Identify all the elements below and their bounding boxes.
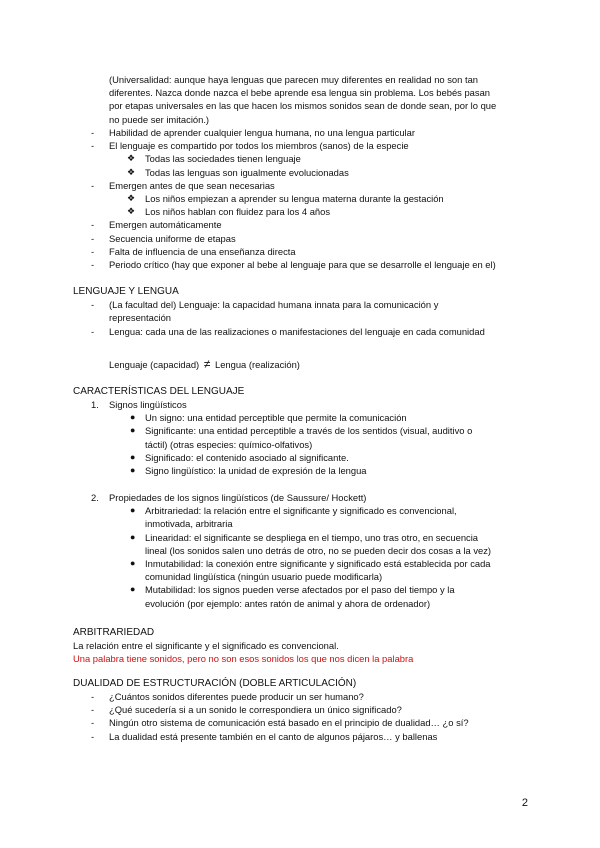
list-item-text: Periodo crítico (hay que exponer al bebe al lenguaje para que se desarrolle el lenguaje en el) xyxy=(109,259,496,271)
dualidad-list xyxy=(91,690,469,743)
dash-bullet-icon: - xyxy=(91,717,95,729)
list-item-text: Lengua: cada una de las realizaciones o manifestaciones del lenguaje en cada comunidad xyxy=(109,326,485,338)
sub-list-item xyxy=(91,411,472,424)
list-item-text: El lenguaje es compartido por todos los miembros (sanos) de la especie xyxy=(109,140,409,152)
list-item xyxy=(91,232,541,245)
list-item xyxy=(91,218,541,231)
list-item xyxy=(91,716,469,729)
diamond-bullet-icon: ❖ xyxy=(127,166,136,177)
not-equal-icon: ≠ xyxy=(203,357,211,371)
sub-list-item-text: Todas las sociedades tienen lenguaje xyxy=(145,153,301,165)
list-item-text: Emergen automáticamente xyxy=(109,219,222,231)
sub-list-item xyxy=(91,557,491,583)
sub-list-item xyxy=(91,205,541,218)
dash-bullet-icon: - xyxy=(91,140,95,152)
text-line: por etapas universales en las que hacen los mismos sonidos sean de donde sean, por lo que xyxy=(109,100,497,112)
features-list xyxy=(91,126,541,271)
formula-left: Lenguaje (capacidad) xyxy=(109,359,200,370)
list-item-text: ¿Cuántos sonidos diferentes puede producir un ser humano? xyxy=(109,691,364,702)
lenguaje-lengua-formula xyxy=(109,358,600,371)
dot-bullet-icon: ● xyxy=(130,451,136,462)
highlighted-text-line: Una palabra tiene sonidos, pero no son esos sonidos los que nos dicen la palabra xyxy=(73,653,414,665)
section-heading-lenguaje-y-lengua: LENGUAJE Y LENGUA xyxy=(73,286,179,297)
sub-list-item xyxy=(91,166,541,179)
list-item xyxy=(91,298,485,324)
page-number: 2 xyxy=(521,797,528,809)
dot-bullet-icon: ● xyxy=(130,584,136,595)
dash-bullet-icon: - xyxy=(91,259,95,271)
sub-list-item-text: lineal (los sonidos salen uno detrás de otro, no se pueden decir dos cosas a la vez) xyxy=(145,544,492,556)
list-item xyxy=(91,325,485,338)
section-heading-caracteristicas: CARACTERÍSTICAS DEL LENGUAJE xyxy=(73,386,245,397)
dash-bullet-icon: - xyxy=(91,730,95,742)
dash-bullet-icon: - xyxy=(91,127,95,138)
text-line: diferentes. Nazca donde nazca el bebe aprende esa lengua sin problema. Los bebés pasan xyxy=(109,87,490,99)
dash-bullet-icon: - xyxy=(91,179,95,191)
list-item-text: Ningún otro sistema de comunicación está basado en el principio de dualidad… ¿o sí? xyxy=(109,717,469,729)
sub-list-item-text: Arbitrariedad: la relación entre el significante y significado es convencional, xyxy=(145,505,457,517)
numbered-item xyxy=(91,491,491,504)
section-heading-arbitrariedad: ARBITRARIEDAD xyxy=(73,627,155,638)
text-line: La relación entre el significante y el significado es convencional. xyxy=(73,640,339,651)
item-number: 1. xyxy=(91,399,99,410)
list-item-text: Falta de influencia de una enseñanza directa xyxy=(109,245,296,257)
list-item-text: Emergen antes de que sean necesarias xyxy=(109,179,275,191)
diamond-bullet-icon: ❖ xyxy=(127,153,136,164)
sub-list-item-text: Linearidad: el significante se despliega en el tiempo, uno tras otro, en secuencia xyxy=(145,531,479,543)
dot-bullet-icon: ● xyxy=(130,412,136,423)
dot-bullet-icon: ● xyxy=(130,531,136,542)
dash-bullet-icon: - xyxy=(91,219,95,231)
diamond-bullet-icon: ❖ xyxy=(127,206,136,217)
list-item-text: ¿Qué sucedería si a un sonido le correspondiera un único significado? xyxy=(109,704,402,716)
sub-list-item xyxy=(91,451,472,464)
dash-bullet-icon: - xyxy=(91,232,95,244)
formula-right: Lengua (realización) xyxy=(214,359,300,370)
sub-list-item-text: Mutabilidad: los signos pueden verse afectados por el paso del tiempo y la xyxy=(145,584,455,596)
list-item xyxy=(91,730,469,743)
text-line: no puede ser imitación.) xyxy=(109,113,210,125)
list-item xyxy=(91,703,469,716)
list-item-text: (La facultad del) Lenguaje: la capacidad humana innata para la comunicación y xyxy=(109,299,439,310)
list-item xyxy=(91,139,541,152)
sub-list-item-text: Inmutabilidad: la conexión entre significante y significado está establecida por cada xyxy=(145,558,491,570)
sub-list-item-text: evolución (por ejemplo: antes ratón de animal y ahora de ordenador) xyxy=(145,597,431,609)
list-item xyxy=(91,126,541,139)
list-item xyxy=(91,258,541,271)
sub-list-item xyxy=(91,424,472,450)
sub-list-item xyxy=(91,152,541,165)
sub-list-item-text: Signo lingüístico: la unidad de expresión de la lengua xyxy=(145,465,367,477)
dot-bullet-icon: ● xyxy=(130,465,136,476)
dash-bullet-icon: - xyxy=(91,326,95,338)
diamond-bullet-icon: ❖ xyxy=(127,193,136,204)
dot-bullet-icon: ● xyxy=(130,558,136,569)
numbered-item-title: Signos lingüísticos xyxy=(109,399,187,410)
list-item-text: Secuencia uniforme de etapas xyxy=(109,232,236,244)
sub-list-item-text: Los niños empiezan a aprender su lengua materna durante la gestación xyxy=(145,193,444,205)
sub-list-item-text: Significante: una entidad perceptible a través de los sentidos (visual, auditivo o xyxy=(145,425,473,437)
text-line: (Universalidad: aunque haya lenguas que parecen muy diferentes en realidad no son tan xyxy=(109,74,478,85)
sub-list-item-text: Los niños hablan con fluidez para los 4 años xyxy=(145,206,331,218)
dash-bullet-icon: - xyxy=(91,299,95,310)
item-number: 2. xyxy=(91,492,99,503)
list-item xyxy=(91,179,541,192)
lenguaje-lengua-list xyxy=(91,298,485,339)
sub-list-item-text: Todas las lenguas son igualmente evolucionadas xyxy=(145,166,349,178)
caracteristicas-section-1 xyxy=(91,398,472,477)
sub-list-item xyxy=(91,464,472,477)
sub-list-item xyxy=(91,192,541,205)
sub-list-item-text: comunidad lingüística (ningún usuario puede modificarla) xyxy=(145,571,383,583)
numbered-item xyxy=(91,398,472,411)
sub-list-item xyxy=(91,531,491,557)
arbitrariedad-text xyxy=(73,639,413,665)
sub-list-item-text: Un signo: una entidad perceptible que permite la comunicación xyxy=(145,412,407,424)
list-item xyxy=(91,245,541,258)
dash-bullet-icon: - xyxy=(91,245,95,257)
sub-list-item-text: táctil) (otras especies: químico-olfativos) xyxy=(145,438,313,450)
section-heading-dualidad: DUALIDAD DE ESTRUCTURACIÓN (DOBLE ARTICULACIÓN) xyxy=(73,678,357,689)
list-item xyxy=(91,690,469,703)
caracteristicas-section-2 xyxy=(91,491,491,610)
sub-list-item xyxy=(91,583,491,609)
universalidad-paragraph xyxy=(109,73,496,126)
sub-list-item-text: Significado: el contenido asociado al significante. xyxy=(145,451,349,463)
numbered-item-title: Propiedades de los signos lingüísticos (de Saussure/ Hockett) xyxy=(109,492,367,503)
list-item-text: representación xyxy=(109,312,172,324)
list-item-text: La dualidad está presente también en el canto de algunos pájaros… y ballenas xyxy=(109,730,438,742)
sub-list-item xyxy=(91,504,491,530)
sub-list-item-text: inmotivada, arbitraria xyxy=(145,518,233,530)
dot-bullet-icon: ● xyxy=(130,505,136,516)
dot-bullet-icon: ● xyxy=(130,425,136,436)
list-item-text: Habilidad de aprender cualquier lengua humana, no una lengua particular xyxy=(109,127,415,138)
dash-bullet-icon: - xyxy=(91,704,95,716)
dash-bullet-icon: - xyxy=(91,691,95,702)
